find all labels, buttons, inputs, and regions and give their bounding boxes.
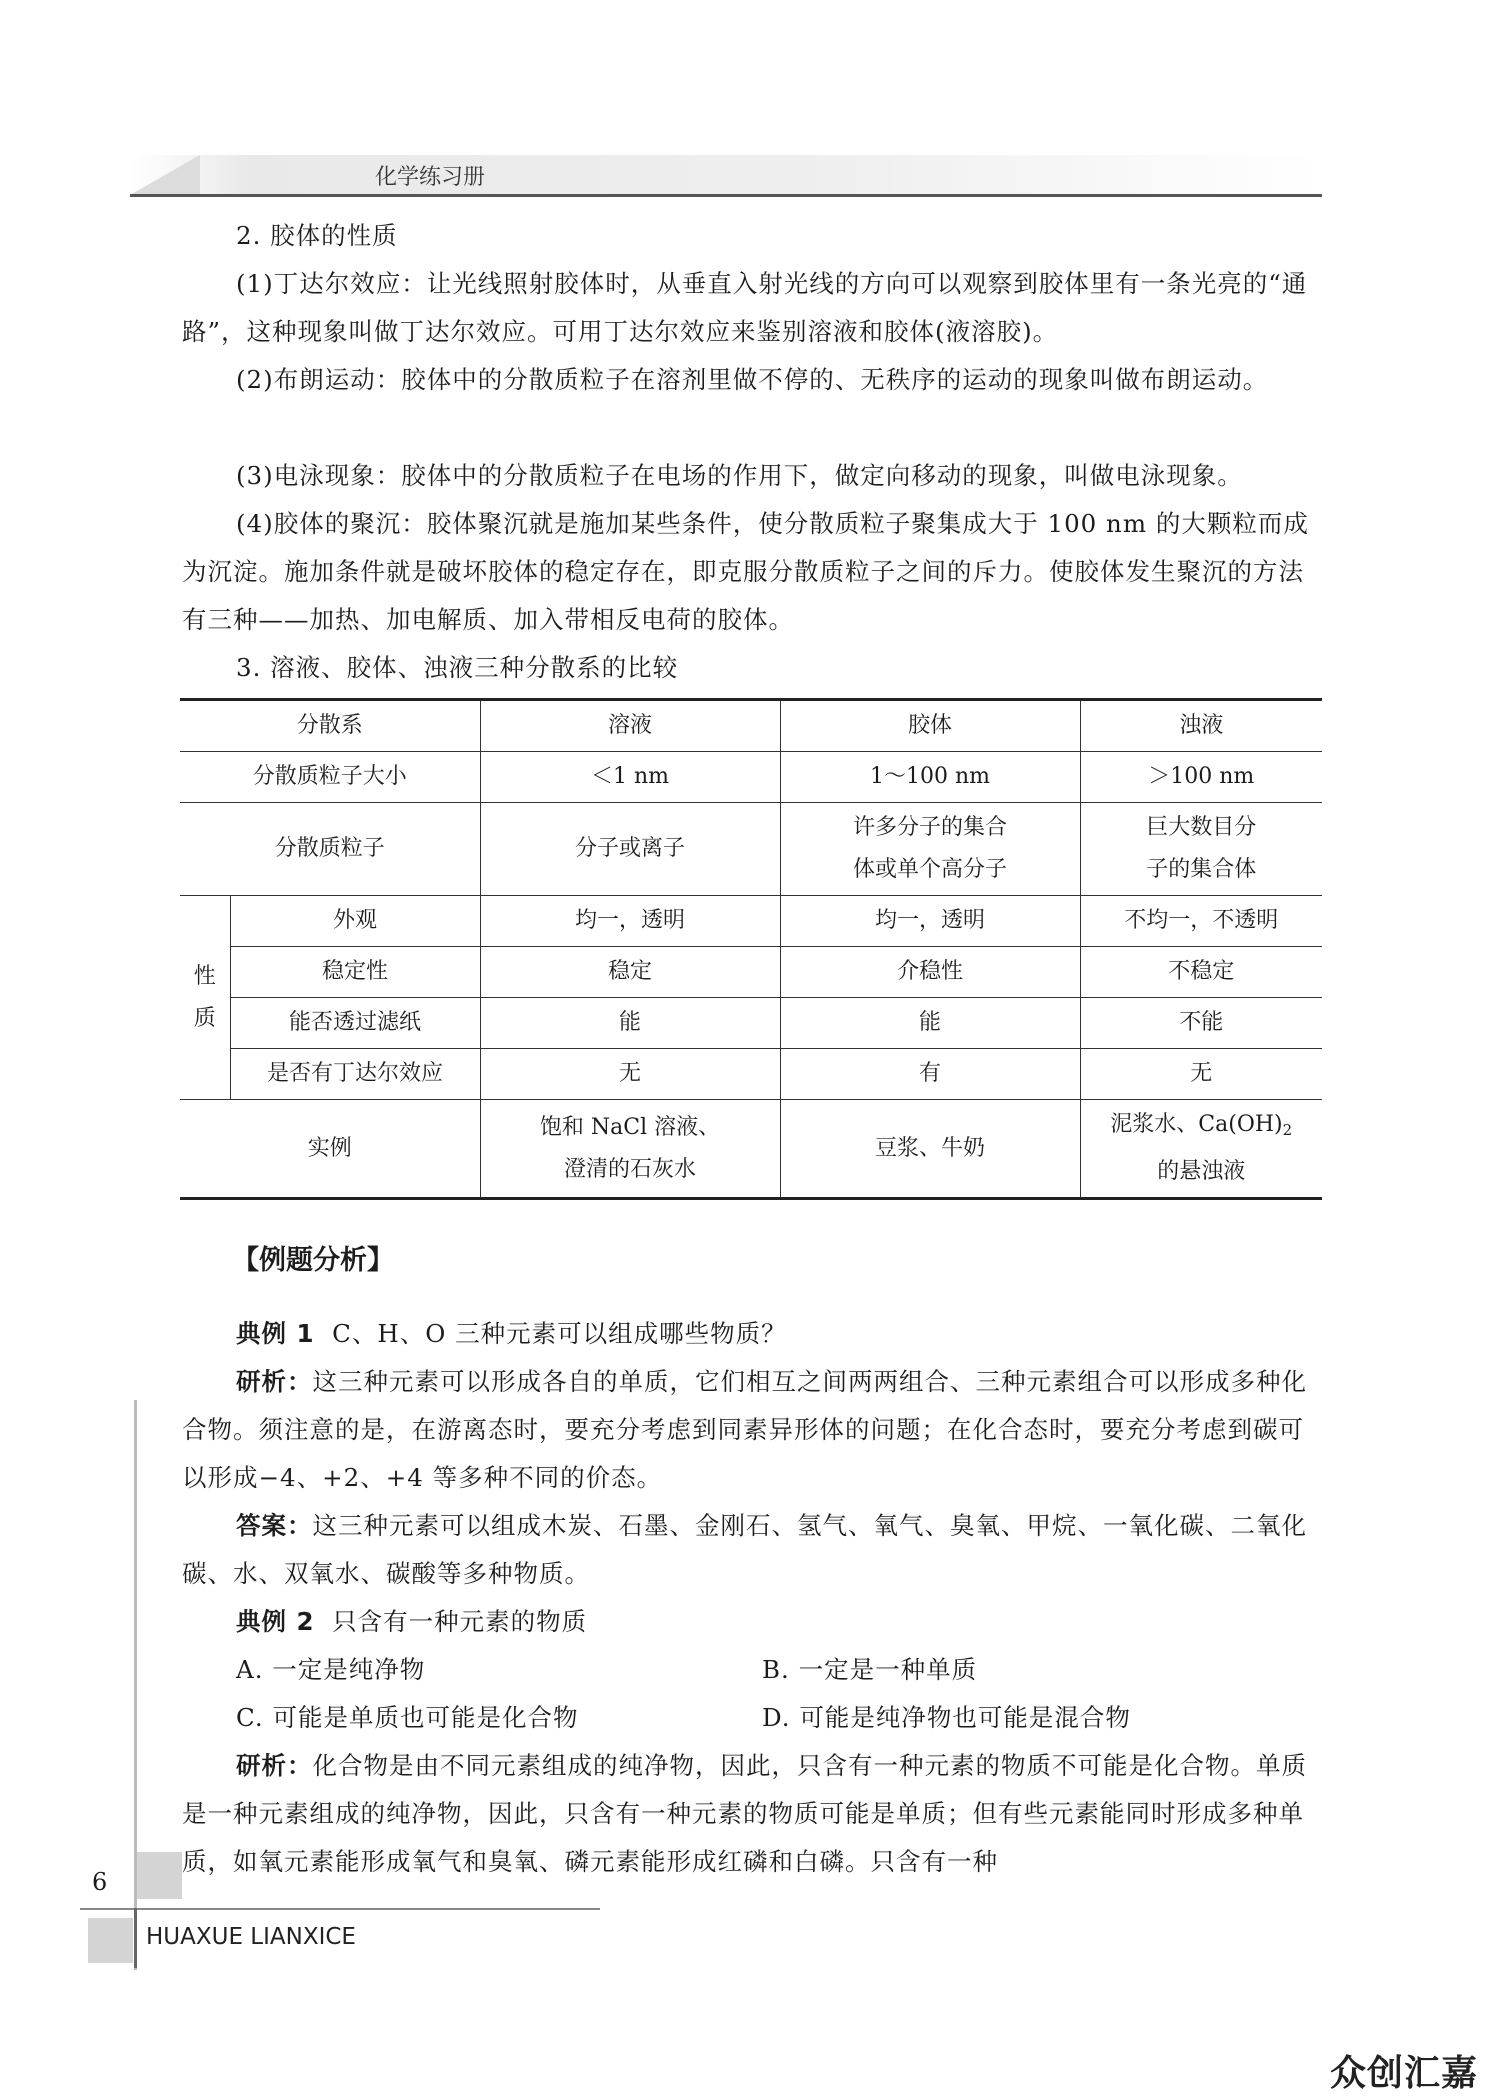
example-1-analysis bbox=[182, 1358, 1322, 1502]
option-b: B. 一定是一种单质 bbox=[762, 1655, 978, 1684]
header-rule bbox=[130, 194, 1322, 197]
answer-label: 答案： bbox=[236, 1511, 313, 1540]
cell-line: 质 bbox=[193, 1005, 216, 1031]
electrophoresis-paragraph: (3)电泳现象：胶体中的分散质粒子在电场的作用下，做定向移动的现象，叫做电泳现象。 bbox=[236, 461, 1243, 490]
page-number: 6 bbox=[92, 1868, 108, 1896]
analysis-text: 化合物是由不同元素组成的纯净物，因此，只含有一种元素的物质不可能是化合物。单质是一种元素组成的纯净物，因此，只含有一种元素的物质可能是单质；但有些元素能同时形成多种单质，如氧元素能形成氧气和臭氧、磷元素能形成红磷和白磷。只含有一种 bbox=[182, 1751, 1307, 1876]
table-cell: 不稳定 bbox=[1080, 947, 1322, 998]
table-cell: 是否有丁达尔效应 bbox=[230, 1049, 480, 1100]
table-row bbox=[180, 947, 1322, 998]
footer-divider bbox=[134, 1908, 137, 1968]
table-cell: 介稳性 bbox=[780, 947, 1080, 998]
section-3-title: 3. 溶液、胶体、浊液三种分散系的比较 bbox=[236, 653, 679, 682]
table-cell bbox=[780, 803, 1080, 896]
table-cell: ＞100 nm bbox=[1080, 752, 1322, 803]
table-cell: 分散质粒子 bbox=[180, 803, 480, 896]
watermark-logo: 众创汇嘉 bbox=[1330, 2053, 1479, 2094]
table-cell: 有 bbox=[780, 1049, 1080, 1100]
tyndall-paragraph: (1)丁达尔效应：让光线照射胶体时，从垂直入射光线的方向可以观察到胶体里有一条光亮的“通路”，这种现象叫做丁达尔效应。可用丁达尔效应来鉴别溶液和胶体(液溶胶)。 bbox=[182, 269, 1308, 346]
example-2-text: 只含有一种元素的物质 bbox=[332, 1607, 588, 1636]
table-cell: 稳定性 bbox=[230, 947, 480, 998]
footer-shade-box bbox=[137, 1852, 182, 1899]
table-cell: 能 bbox=[780, 998, 1080, 1049]
header-wedge bbox=[130, 155, 200, 195]
cell-line: 澄清的石灰水 bbox=[563, 1156, 696, 1182]
footer-shade-box bbox=[88, 1918, 133, 1963]
table-row bbox=[180, 896, 1322, 947]
table-cell: 无 bbox=[1080, 1049, 1322, 1100]
table-cell: 胶体 bbox=[780, 700, 1080, 752]
table-cell: 稳定 bbox=[480, 947, 780, 998]
cell-line: 饱和 NaCl 溶液、 bbox=[539, 1114, 721, 1140]
table-cell: ＜1 nm bbox=[480, 752, 780, 803]
table-cell: 分散质粒子大小 bbox=[180, 752, 480, 803]
analysis-label: 研析： bbox=[236, 1751, 313, 1780]
table-cell bbox=[1080, 1100, 1322, 1199]
cell-line: 子的集合体 bbox=[1146, 857, 1257, 882]
table-cell: 外观 bbox=[230, 896, 480, 947]
table-cell: 分散系 bbox=[180, 700, 480, 752]
table-row bbox=[180, 1049, 1322, 1100]
cell-line: 性 bbox=[193, 963, 216, 989]
cell-line: 的悬浊液 bbox=[1157, 1159, 1246, 1184]
header-band bbox=[130, 155, 1320, 195]
brownian-paragraph: (2)布朗运动：胶体中的分散质粒子在溶剂里做不停的、无秩序的运动的现象叫做布朗运动。 bbox=[236, 365, 1269, 394]
comparison-table bbox=[180, 698, 1322, 1200]
analysis-label: 研析： bbox=[236, 1367, 313, 1396]
cell-line: 许多分子的集合 bbox=[852, 815, 1007, 840]
table-cell bbox=[480, 1100, 780, 1199]
example-1-answer bbox=[182, 1502, 1322, 1598]
table-cell: 浊液 bbox=[1080, 700, 1322, 752]
cell-line: 巨大数目分 bbox=[1146, 815, 1257, 840]
example-1-text: C、H、O 三种元素可以组成哪些物质？ bbox=[332, 1319, 787, 1348]
properties-group-cell bbox=[180, 896, 230, 1100]
example-1-label: 典例 1 bbox=[236, 1319, 315, 1348]
analysis-text: 这三种元素可以形成各自的单质，它们相互之间两两组合、三种元素组合可以形成多种化合物。须注意的是，在游离态时，要充分考虑到同素异形体的问题；在化合态时，要充分考虑到碳可以形成−4、+2、+4 等多种不同的价态。 bbox=[182, 1367, 1307, 1492]
example-2-label: 典例 2 bbox=[236, 1607, 315, 1636]
table-cell: 溶液 bbox=[480, 700, 780, 752]
answer-text: 这三种元素可以组成木炭、石墨、金刚石、氢气、氧气、臭氧、甲烷、一氧化碳、二氧化碳、水、双氧水、碳酸等多种物质。 bbox=[182, 1511, 1307, 1588]
option-d: D. 可能是纯净物也可能是混合物 bbox=[762, 1703, 1131, 1732]
table-cell: 均一，透明 bbox=[480, 896, 780, 947]
coagulation-paragraph: (4)胶体的聚沉：胶体聚沉就是施加某些条件，使分散质粒子聚集成大于 100 nm 的大颗粒而成为沉淀。施加条件就是破坏胶体的稳定存在，即克服分散质粒子之间的斥力。使胶体发生聚沉的方法有三种——加热、加电解质、加入带相反电荷的胶体。 bbox=[182, 509, 1309, 634]
cell-line: 体或单个高分子 bbox=[852, 857, 1007, 882]
option-c: C. 可能是单质也可能是化合物 bbox=[236, 1703, 579, 1732]
example-2-analysis bbox=[182, 1742, 1322, 1886]
example-1-question bbox=[236, 1310, 1376, 1358]
table-cell: 实例 bbox=[180, 1100, 480, 1199]
table-cell: 无 bbox=[480, 1049, 780, 1100]
table-cell: 豆浆、牛奶 bbox=[780, 1100, 1080, 1199]
table-cell: 不均一，不透明 bbox=[1080, 896, 1322, 947]
book-pinyin: HUAXUE LIANXICE bbox=[146, 1924, 356, 1950]
table-row bbox=[180, 700, 1322, 752]
option-a: A. 一定是纯净物 bbox=[236, 1655, 426, 1684]
table-cell: 分子或离子 bbox=[480, 803, 780, 896]
table-row bbox=[180, 752, 1322, 803]
table-cell: 能 bbox=[480, 998, 780, 1049]
table-cell: 1～100 nm bbox=[780, 752, 1080, 803]
section-2-title: 2. 胶体的性质 bbox=[236, 221, 398, 250]
table-row bbox=[180, 803, 1322, 896]
formula-subscript: 2 bbox=[1282, 1121, 1293, 1139]
footer-rule bbox=[80, 1908, 600, 1910]
table-row bbox=[180, 998, 1322, 1049]
formula-text: 泥浆水、Ca(OH) bbox=[1110, 1112, 1283, 1137]
table-cell: 均一，透明 bbox=[780, 896, 1080, 947]
table-cell bbox=[1080, 803, 1322, 896]
book-title: 化学练习册 bbox=[375, 165, 486, 190]
table-row bbox=[180, 1100, 1322, 1199]
table-cell: 能否透过滤纸 bbox=[230, 998, 480, 1049]
cell-line bbox=[1087, 1104, 1317, 1151]
table-cell: 不能 bbox=[1080, 998, 1322, 1049]
examples-section-title: 【例题分析】 bbox=[232, 1245, 394, 1276]
example-2-question bbox=[236, 1598, 1376, 1646]
